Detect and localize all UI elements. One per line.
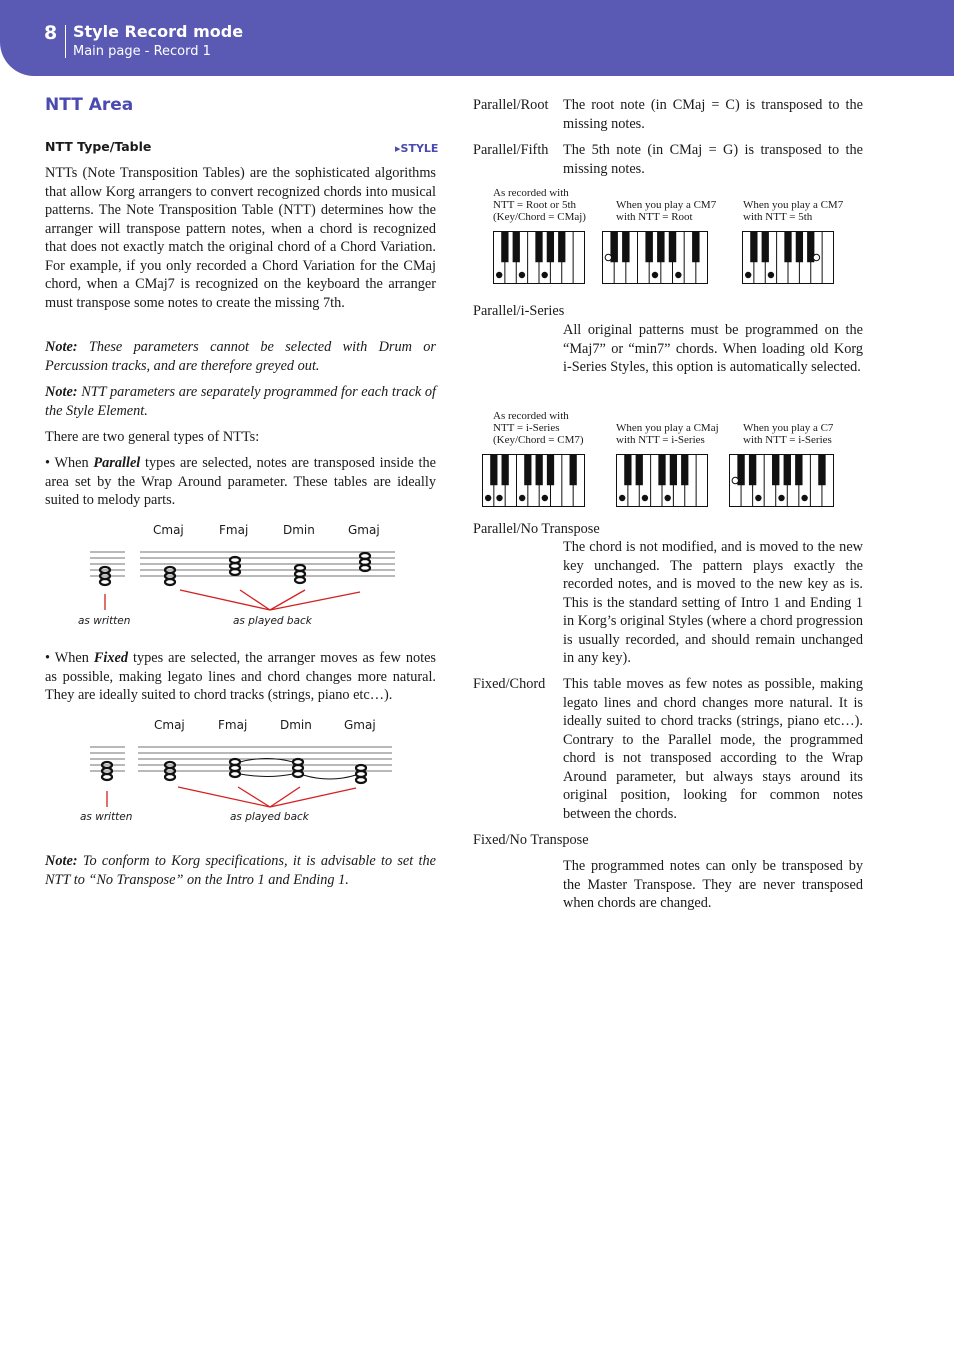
note-label: Note: [45, 384, 78, 400]
page-subtitle: Main page - Record 1 [73, 44, 211, 59]
term-parallel-iseries: Parallel/i-Series [473, 303, 565, 319]
caption-line: (Key/Chord = CM7) [493, 434, 584, 446]
chord-label: Dmin [280, 718, 312, 732]
caption-line: As recorded with [493, 187, 569, 199]
note-text: NTT parameters are separately programmed for each track of the Style Element. [45, 384, 437, 419]
term-parallel-no-transpose: Parallel/No Transpose [473, 521, 600, 537]
as-played-caption: as played back [233, 615, 312, 627]
keyboard-diagram-2 [602, 231, 708, 284]
bullet-prefix: • When [45, 455, 89, 471]
caption-line: with NTT = i-Series [743, 434, 832, 446]
chord-label: Gmaj [344, 718, 376, 732]
keyboard-caption [743, 422, 833, 446]
subsection-title: NTT Type/Table [45, 139, 152, 154]
music-staff-parallel [80, 540, 410, 620]
bullet-term: Parallel [93, 455, 141, 471]
desc-parallel-root: The root note (in CMaj = C) is transposed to the missing notes. [563, 97, 863, 132]
section-title: NTT Area [45, 95, 134, 115]
note-text: To conform to Korg specifications, it is advisable to set the NTT to “No Transpose” on the Intro 1 and Ending 1. [45, 853, 436, 888]
chord-label: Dmin [283, 523, 315, 537]
intro-paragraph: NTTs (Note Transposition Tables) are the sophisticated algorithms that allow Korg arrangers to convert recognized chords into musical patterns. The Note Transposition Table (NTT) determines how the arranger will transpose pattern notes, when a chord is recognized that does not exactly match the original chord of a Chord Variation. For example, if you only recorded a Chord Variation for the CMaj chord, when a CMaj7 is recognized on the keyboard the arranger must transpose some notes to create the missing 7th. [45, 165, 436, 311]
bullet-prefix: • When [45, 650, 89, 666]
keyboard-diagram-3 [742, 231, 834, 284]
keyboard-caption [616, 422, 719, 446]
types-intro: There are two general types of NTTs: [45, 429, 260, 445]
header-divider [65, 25, 66, 58]
bullet-text: types are selected, notes are transposed inside the area set by the Wrap Around parameter. These tables are ideally suited to melody parts. [45, 455, 436, 508]
term-parallel-fifth: Parallel/Fifth [473, 142, 549, 158]
chapter-title: Style Record mode [73, 22, 244, 41]
caption-line: with NTT = i-Series [616, 434, 705, 446]
as-written-caption: as written [80, 811, 133, 823]
caption-line: When you play a CM7 [616, 199, 717, 211]
caption-line: with NTT = 5th [743, 211, 813, 223]
as-played-caption: as played back [230, 811, 309, 823]
bullet-parallel [45, 454, 436, 510]
page-header [0, 0, 954, 76]
bullet-fixed [45, 649, 436, 705]
style-tag: ▸STYLE [395, 142, 439, 155]
music-staff-fixed [80, 735, 410, 815]
caption-line: When you play a CM7 [743, 199, 844, 211]
desc-parallel-iseries: All original patterns must be programmed on the “Maj7” or “min7” chords. When loading old Korg i-Series Styles, this option is automatically selected. [563, 322, 863, 375]
note-label: Note: [45, 339, 78, 355]
caption-line: When you play a CMaj [616, 422, 719, 434]
caption-line: When you play a C7 [743, 422, 834, 434]
desc-fixed-no-transpose: The programmed notes can only be transposed by the Master Transpose. They are never transposed when chords are changed. [563, 858, 863, 911]
caption-line: NTT = i-Series [493, 422, 560, 434]
keyboard-diagram-1 [493, 231, 585, 284]
keyboard-caption [616, 199, 716, 223]
term-fixed-chord: Fixed/Chord [473, 676, 546, 692]
chord-label: Fmaj [219, 523, 249, 537]
keyboard-caption [493, 410, 584, 446]
note-label: Note: [45, 853, 78, 869]
caption-line: NTT = Root or 5th [493, 199, 576, 211]
chord-label: Fmaj [218, 718, 248, 732]
chord-label: Cmaj [153, 523, 184, 537]
chord-label: Gmaj [348, 523, 380, 537]
as-written-caption: as written [78, 615, 131, 627]
desc-parallel-fifth: The 5th note (in CMaj = G) is transposed to the missing notes. [563, 142, 863, 177]
chord-label: Cmaj [154, 718, 185, 732]
caption-line: (Key/Chord = CMaj) [493, 211, 586, 223]
keyboard-diagram-4 [482, 454, 585, 507]
caption-line: with NTT = Root [616, 211, 693, 223]
keyboard-caption [743, 199, 843, 223]
keyboard-caption [493, 187, 586, 223]
note-2 [45, 383, 436, 420]
keyboard-diagram-6 [729, 454, 834, 507]
page-number: 8 [44, 22, 58, 44]
note-text: These parameters cannot be selected with Drum or Percussion tracks, and are therefore greyed out. [45, 339, 436, 374]
bullet-term: Fixed [93, 650, 129, 666]
caption-line: As recorded with [493, 410, 569, 422]
keyboard-diagram-5 [616, 454, 708, 507]
desc-parallel-no-transpose: The chord is not modified, and is moved to the new key unchanged. The pattern plays exactly the recorded notes, and is moved to the new key as is. This is the standard setting of Intro 1 and Ending 1 in Korg’s original Styles (where a chord progression is usually recorded, and should remain unchanged in any key). [563, 539, 863, 666]
bullet-text: types are selected, the arranger moves as few notes as possible, making legato lines and chord changes more natural. They are ideally suited to chord tracks (strings, piano etc…). [45, 650, 436, 703]
note-3 [45, 852, 436, 889]
term-fixed-no-transpose: Fixed/No Transpose [473, 832, 589, 848]
desc-fixed-chord: This table moves as few notes as possible, making legato lines and chord changes more natural. It is ideally suited to chord tracks (strings, piano etc…). Contrary to the Parallel mode, the programmed chord is not transposed according to the Wrap Around parameter, but always stays around its original position, looking for common notes between the chords. [563, 676, 863, 822]
term-parallel-root: Parallel/Root [473, 97, 549, 113]
note-1 [45, 338, 436, 375]
